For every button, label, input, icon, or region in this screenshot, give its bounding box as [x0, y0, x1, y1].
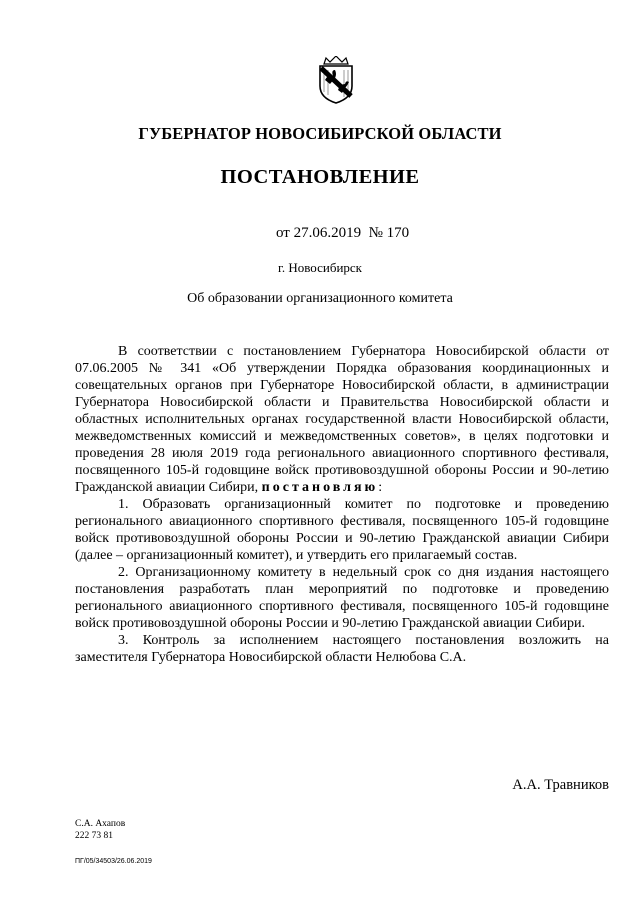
- signatory-name: А.А. Травников: [512, 777, 609, 793]
- resolve-suffix: :: [378, 480, 383, 495]
- item-paragraph: 1. Образовать организационный комитет по подготовке и проведению регионального авиационного спортивного фестиваля, посвященного 105-й годовщине войск противовоздушной обороны России и 90-летию Гражданской авиации Сибири (далее – организационный комитет), и утвердить его прилагаемый состав.: [75, 497, 609, 563]
- document-body: [75, 343, 609, 666]
- document-type: ПОСТАНОВЛЕНИЕ: [220, 166, 420, 188]
- document-code: ПГ/05/34503/26.06.2019: [75, 858, 152, 865]
- preamble-text: В соответствии с постановлением Губернатора Новосибирской области от 07.06.2005 № 341 «Об утверждении Порядка образования координационных и совещательных органов при Губернаторе Новосибирской области, в администрации Губернатора Новосибирской области и Правительства Новосибирской области и областных исполнительных органах государственной власти Новосибирской области, межведомственных комиссий и межведомственных советов», в целях подготовки и проведения 28 июля 2019 года регионального авиационного спортивного фестиваля, посвященного 105-й годовщине войск противовоздушной обороны России и 90-летию Гражданской авиации Сибири,: [75, 344, 609, 495]
- issuing-authority: ГУБЕРНАТОР НОВОСИБИРСКОЙ ОБЛАСТИ: [138, 124, 502, 143]
- city-line: г. Новосибирск: [277, 260, 362, 275]
- item-paragraph: 3. Контроль за исполнением настоящего постановления возложить на заместителя Губернатора Новосибирской области Нелюбова С.А.: [75, 633, 609, 665]
- executor-phone: 222 73 81: [75, 831, 113, 841]
- date-and-number: от 27.06.2019 № 170: [276, 225, 410, 241]
- executor-block: [75, 818, 125, 842]
- preamble-paragraph: [75, 343, 609, 496]
- executor-name: С.А. Ахапов: [75, 819, 126, 829]
- item-paragraph: 2. Организационному комитету в недельный срок со дня издания настоящего постановления разработать план мероприятий по подготовке и проведению регионального авиационного спортивного фестиваля, посвященного 105-й годовщине войск противовоздушной обороны России и 90-летию Гражданской авиации Сибири.: [75, 565, 609, 631]
- document-subject: Об образовании организационного комитета: [187, 291, 453, 306]
- resolve-word: постановляю: [261, 480, 379, 495]
- coat-of-arms-icon: [316, 56, 356, 104]
